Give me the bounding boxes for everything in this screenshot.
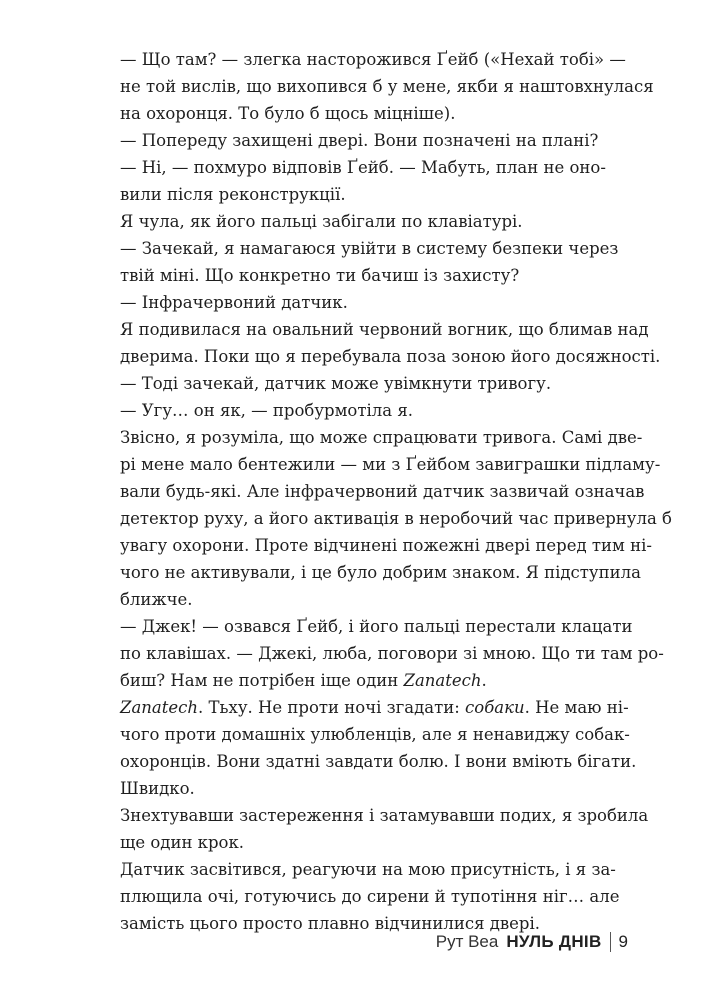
paragraph-11 <box>120 613 664 694</box>
text-line: плющила очі, готуючись до сирени й тупотіння ніг… але <box>120 887 620 906</box>
footer-book-title: НУЛЬ ДНІВ <box>506 932 602 951</box>
page-number: 9 <box>618 932 628 951</box>
text-line: — Що там? — злегка насторожився Ґейб («Нехай тобі» — <box>120 50 626 69</box>
text-line: — Джек! — озвався Ґейб, і його пальці перестали клацати <box>120 617 633 636</box>
paragraph-14 <box>120 856 620 937</box>
paragraph-2 <box>120 127 620 154</box>
text-line: ближче. <box>120 590 193 609</box>
paragraph-6 <box>120 289 620 316</box>
text-line: не той вислів, що вихопився б у мене, якби я наштовхнулася <box>120 77 654 96</box>
text-line: биш? Нам не потрібен іще один Zanatech. <box>120 671 487 690</box>
paragraph-9 <box>120 397 620 424</box>
text-line: вали будь-які. Але інфрачервоний датчик зазвичай означав <box>120 482 645 501</box>
text-line: твій міні. Що конкретно ти бачиш із захисту? <box>120 266 520 285</box>
text-line: детектор руху, а його активація в неробочий час привернула б <box>120 509 672 528</box>
text-line: — Попереду захищені двері. Вони позначені на плані? <box>120 131 599 150</box>
text-line: — Угу… он як, — пробурмотіла я. <box>120 401 413 420</box>
text-line: Датчик засвітився, реагуючи на мою присутність, і я за- <box>120 860 616 879</box>
text-line: чого не активували, і це було добрим знаком. Я підступила <box>120 563 641 582</box>
text-line: охоронців. Вони здатні завдати болю. І вони вміють бігати. <box>120 752 637 771</box>
paragraph-13 <box>120 802 649 856</box>
paragraph-10 <box>120 424 672 613</box>
paragraph-4 <box>120 208 620 235</box>
text-line: Zanatech. Тьху. Не проти ночі згадати: собаки. Не маю ні- <box>120 698 629 717</box>
paragraph-5 <box>120 235 620 289</box>
text-line: Звісно, я розуміла, що може спрацювати тривога. Самі две- <box>120 428 643 447</box>
paragraph-7 <box>120 316 661 370</box>
text-line: Швидко. <box>120 779 195 798</box>
text-line: замість цього просто плавно відчинилися двері. <box>120 914 541 933</box>
text-line: по клавішах. — Джекі, люба, поговори зі мною. Що ти там ро- <box>120 644 664 663</box>
paragraph-8 <box>120 370 620 397</box>
text-line: рі мене мало бентежили — ми з Ґейбом завиграшки підламу- <box>120 455 661 474</box>
text-line: — Зачекай, я намагаюся увійти в систему безпеки через <box>120 239 619 258</box>
text-line: Знехтувавши застереження і затамувавши подих, я зробила <box>120 806 649 825</box>
text-line: вили після реконструкції. <box>120 185 346 204</box>
text-line: Я подивилася на овальний червоний вогник, що блимав над <box>120 320 649 339</box>
text-line: дверима. Поки що я перебувала поза зоною його досяжності. <box>120 347 661 366</box>
text-line: — Інфрачервоний датчик. <box>120 293 348 312</box>
paragraph-1 <box>120 46 654 127</box>
text-line: — Тоді зачекай, датчик може увімкнути тривогу. <box>120 374 552 393</box>
text-line: — Ні, — похмуро відповів Ґейб. — Мабуть, план не оно- <box>120 158 606 177</box>
text-line: на охоронця. То було б щось міцніше). <box>120 104 456 123</box>
text-line: ще один крок. <box>120 833 245 852</box>
footer-author: Рут Веа <box>435 932 499 951</box>
text-line: чого проти домашніх улюбленців, але я ненавиджу собак- <box>120 725 630 744</box>
body-text <box>120 46 672 937</box>
paragraph-3 <box>120 154 620 208</box>
text-line: увагу охорони. Проте відчинені пожежні двері перед тим ні- <box>120 536 652 555</box>
text-line: Я чула, як його пальці забігали по клавіатурі. <box>120 212 523 231</box>
footer-divider <box>610 932 611 952</box>
running-footer <box>436 932 628 952</box>
paragraph-12 <box>120 694 637 802</box>
